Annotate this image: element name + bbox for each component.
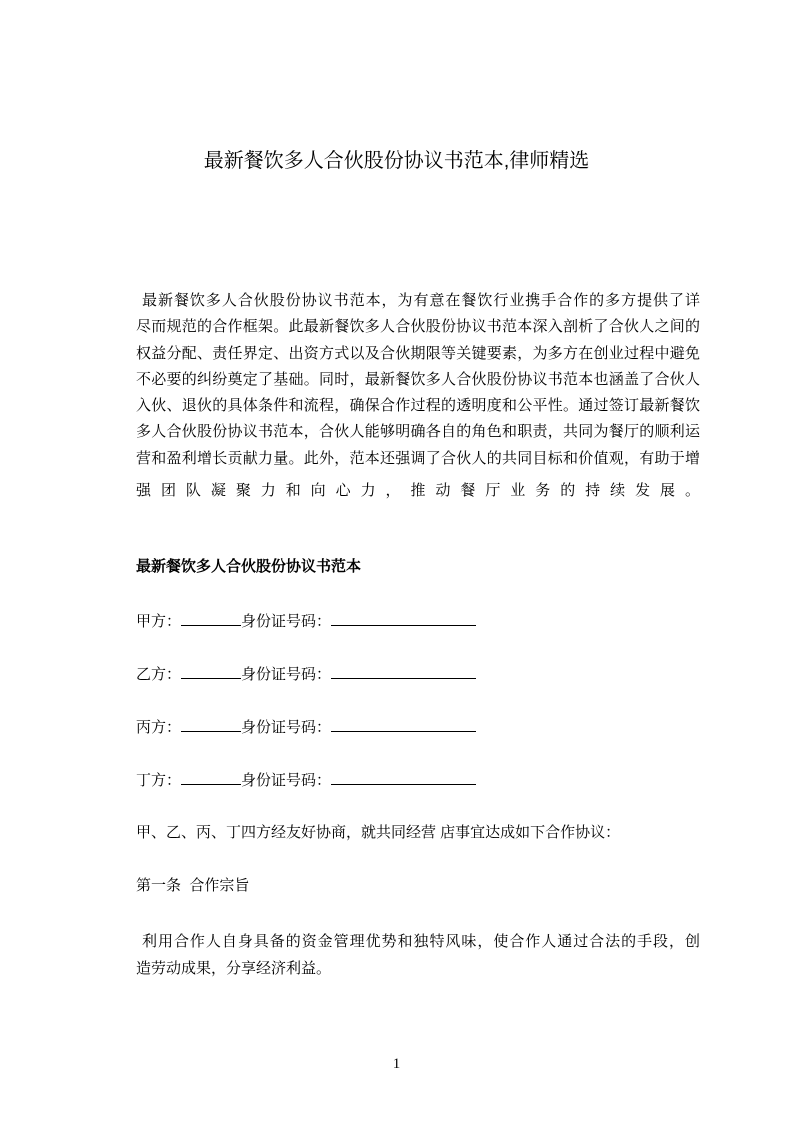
intro-line: 强团队凝聚力和向心力，推动餐厅业务的持续发展。 [136, 482, 700, 499]
party-line-ding [136, 770, 476, 791]
party-label: 甲方： [136, 613, 182, 630]
party-label: 丙方： [136, 719, 182, 736]
party-line-bing [136, 717, 476, 738]
intro-line: 权益分配、责任界定、出资方式以及合伙期限等关键要素，为多方在创业过程中避免 [136, 345, 700, 362]
intro-line: 营和盈利增长贡献力量。此外，范本还强调了合伙人的共同目标和价值观，有助于增 [136, 450, 700, 467]
party-name-blank[interactable] [181, 664, 241, 679]
id-label: 身份证号码： [241, 719, 332, 736]
party-name-blank[interactable] [181, 717, 241, 732]
intro-line: 最新餐饮多人合伙股份协议书范本，为有意在餐饮行业携手合作的多方提供了详 [142, 292, 700, 309]
party-name-blank[interactable] [181, 770, 241, 785]
section-heading: 最新餐饮多人合伙股份协议书范本 [136, 558, 362, 575]
article-1-line: 利用合作人自身具备的资金管理优势和独特风味，使合作人通过合法的手段，创 [142, 933, 700, 950]
party-label: 丁方： [136, 772, 182, 789]
page-number: 1 [392, 1056, 401, 1072]
intro-line: 多人合伙股份协议书范本，合伙人能够明确各自的角色和职责，共同为餐厅的顺利运 [136, 423, 700, 440]
id-number-blank[interactable] [331, 611, 476, 626]
article-1-heading: 第一条 合作宗旨 [136, 877, 250, 894]
id-number-blank[interactable] [331, 717, 476, 732]
party-line-yi [136, 664, 476, 685]
intro-line: 入伙、退伙的具体条件和流程，确保合作过程的透明度和公平性。通过签订最新餐饮 [136, 397, 700, 414]
party-name-blank[interactable] [181, 611, 241, 626]
intro-line: 不必要的纠纷奠定了基础。同时，最新餐饮多人合伙股份协议书范本也涵盖了合伙人 [136, 371, 700, 388]
id-number-blank[interactable] [331, 664, 476, 679]
agreement-statement: 甲、乙、丙、丁四方经友好协商，就共同经营 店事宜达成如下合作协议： [136, 824, 621, 841]
party-line-jia [136, 611, 476, 632]
id-number-blank[interactable] [331, 770, 476, 785]
id-label: 身份证号码： [241, 666, 332, 683]
id-label: 身份证号码： [241, 613, 332, 630]
intro-line: 尽而规范的合作框架。此最新餐饮多人合伙股份协议书范本深入剖析了合伙人之间的 [136, 318, 700, 335]
document-title: 最新餐饮多人合伙股份协议书范本,律师精选 [203, 150, 590, 172]
party-label: 乙方： [136, 666, 182, 683]
article-1-line: 造劳动成果，分享经济利益。 [136, 960, 332, 977]
id-label: 身份证号码： [241, 772, 332, 789]
